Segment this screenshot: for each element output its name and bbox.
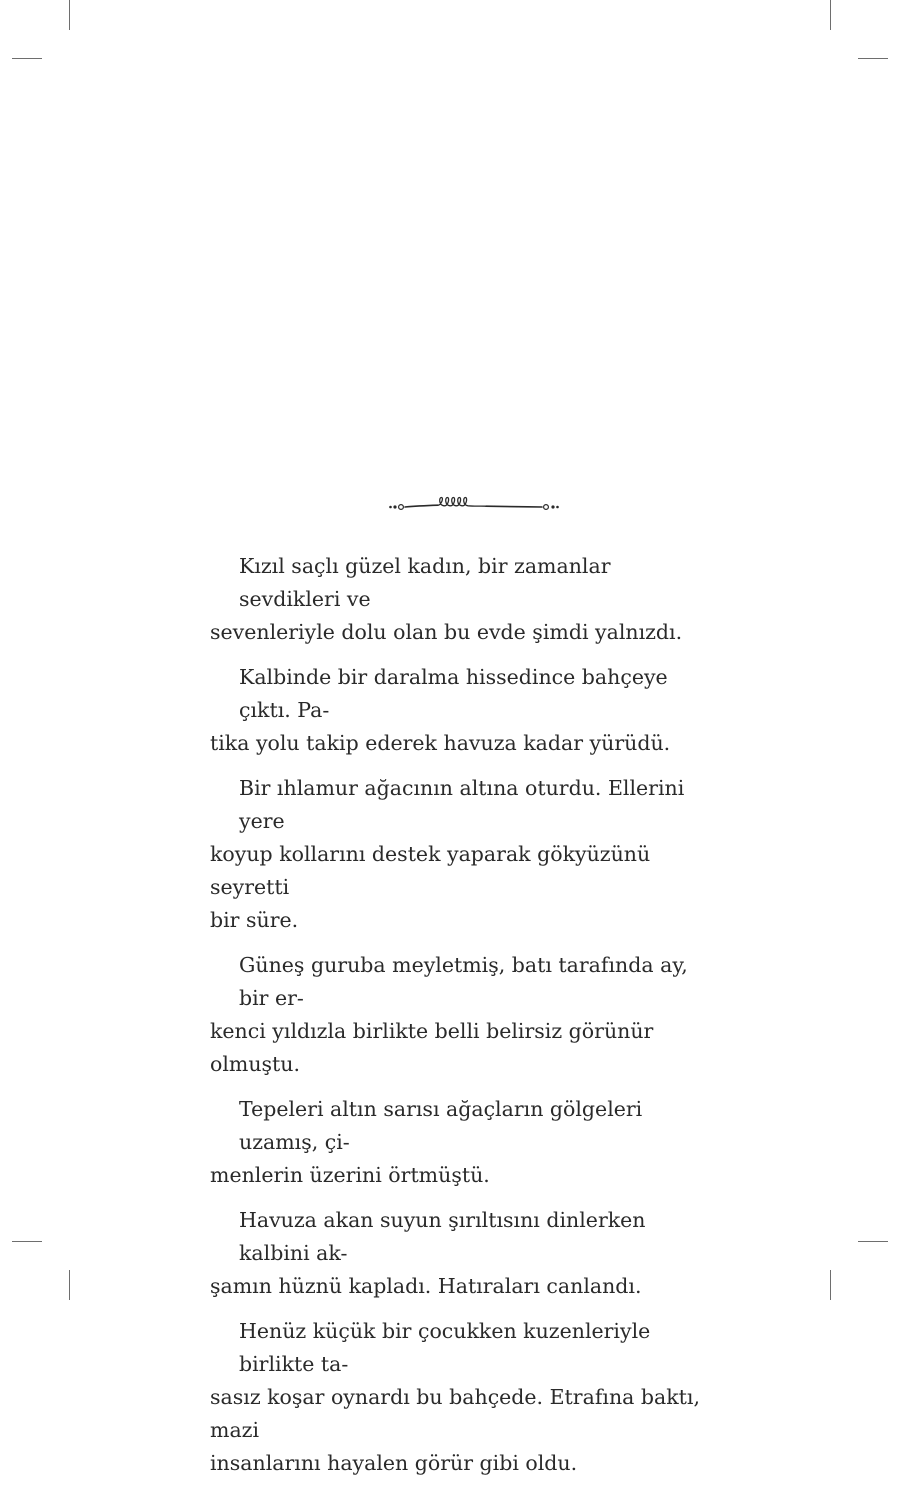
text-line: sasız koşar oynardı bu bahçede. Etrafına baktı, mazi	[210, 1385, 700, 1442]
text-line: şamın hüznü kapladı. Hatıraları canlandı.	[210, 1274, 642, 1298]
paragraph-4	[210, 949, 707, 1081]
crop-mark-top-right-vertical	[830, 0, 831, 30]
text-line: Tepeleri altın sarısı ağaçların gölgeleri uzamış, çi-	[239, 1097, 643, 1154]
swirl-divider-icon	[388, 492, 560, 516]
text-line: bir süre.	[210, 908, 299, 932]
text-line: koyup kollarını destek yaparak gökyüzünü seyretti	[210, 842, 651, 899]
text-line: Bir ıhlamur ağacının altına oturdu. Ellerini yere	[239, 776, 685, 833]
crop-mark-top-left-horizontal	[12, 58, 42, 59]
text-line: insanlarını hayalen görür gibi oldu.	[210, 1451, 578, 1475]
crop-mark-bottom-left-vertical	[69, 1270, 70, 1300]
paragraph-5	[210, 1093, 707, 1192]
paragraph-7	[210, 1315, 707, 1480]
text-line: Güneş guruba meyletmiş, batı tarafında ay, bir er-	[239, 953, 688, 1010]
text-line: Kızıl saçlı güzel kadın, bir zamanlar sevdikleri ve	[239, 554, 611, 611]
text-line: Havuza akan suyun şırıltısını dinlerken kalbini ak-	[239, 1208, 646, 1265]
crop-mark-bottom-right-vertical	[830, 1270, 831, 1300]
paragraph-3	[210, 772, 707, 937]
crop-mark-bottom-right-horizontal	[858, 1241, 888, 1242]
paragraph-1	[210, 550, 707, 649]
text-line: tika yolu takip ederek havuza kadar yürüdü.	[210, 731, 671, 755]
paragraph-6	[210, 1204, 707, 1303]
crop-mark-top-left-vertical	[69, 0, 70, 30]
crop-mark-bottom-left-horizontal	[12, 1241, 42, 1242]
text-line: kenci yıldızla birlikte belli belirsiz görünür olmuştu.	[210, 1019, 654, 1076]
text-line: Henüz küçük bir çocukken kuzenleriyle birlikte ta-	[239, 1319, 651, 1376]
text-line: sevenleriyle dolu olan bu evde şimdi yalnızdı.	[210, 620, 683, 644]
body-text	[210, 550, 707, 1492]
text-line: menlerin üzerini örtmüştü.	[210, 1163, 490, 1187]
text-line: Kalbinde bir daralma hissedince bahçeye çıktı. Pa-	[239, 665, 668, 722]
paragraph-2	[210, 661, 707, 760]
crop-mark-top-right-horizontal	[858, 58, 888, 59]
